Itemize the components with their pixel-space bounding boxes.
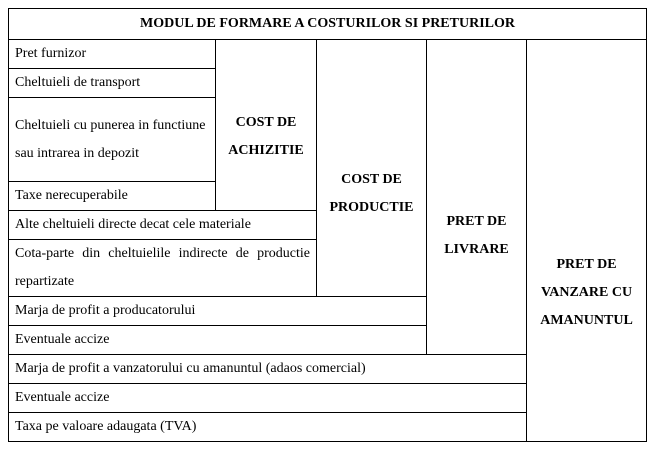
pret-vanzare-label: PRET DE VANZARE CU AMANUNTUL — [540, 256, 633, 328]
row-marja-producator: Marja de profit a producatorului — [9, 297, 427, 326]
pret-livrare-label: PRET DE LIVRARE — [444, 214, 509, 257]
row-taxe-nerecuperabile: Taxe nerecuperabile — [9, 182, 216, 211]
row-accize-1: Eventuale accize — [9, 326, 427, 355]
row-tva: Taxa pe valoare adaugata (TVA) — [9, 413, 527, 442]
row-cheltuieli-transport: Cheltuieli de transport — [9, 69, 216, 98]
row-marja-vanzator: Marja de profit a vanzatorului cu amanuntul (adaos comercial) — [9, 355, 527, 384]
row-accize-2: Eventuale accize — [9, 384, 527, 413]
cost-price-table — [8, 8, 647, 442]
table-title: MODUL DE FORMARE A COSTURILOR SI PRETURILOR — [9, 9, 647, 40]
row-cota-parte: Cota-parte din cheltuielile indirecte de productie repartizate — [9, 240, 317, 297]
row-pret-furnizor: Pret furnizor — [9, 40, 216, 69]
cost-achizitie-label: COST DE ACHIZITIE — [228, 115, 304, 158]
row-cheltuieli-punere-functiune: Cheltuieli cu punerea in functiune sau intrarea in depozit — [9, 98, 216, 182]
row-alte-cheltuieli: Alte cheltuieli directe decat cele materiale — [9, 211, 317, 240]
pret-vanzare-cell — [527, 40, 647, 442]
cost-productie-label: COST DE PRODUCTIE — [329, 172, 414, 215]
cost-productie-cell — [317, 40, 427, 297]
cost-achizitie-cell — [216, 40, 317, 211]
pret-livrare-cell — [427, 40, 527, 355]
